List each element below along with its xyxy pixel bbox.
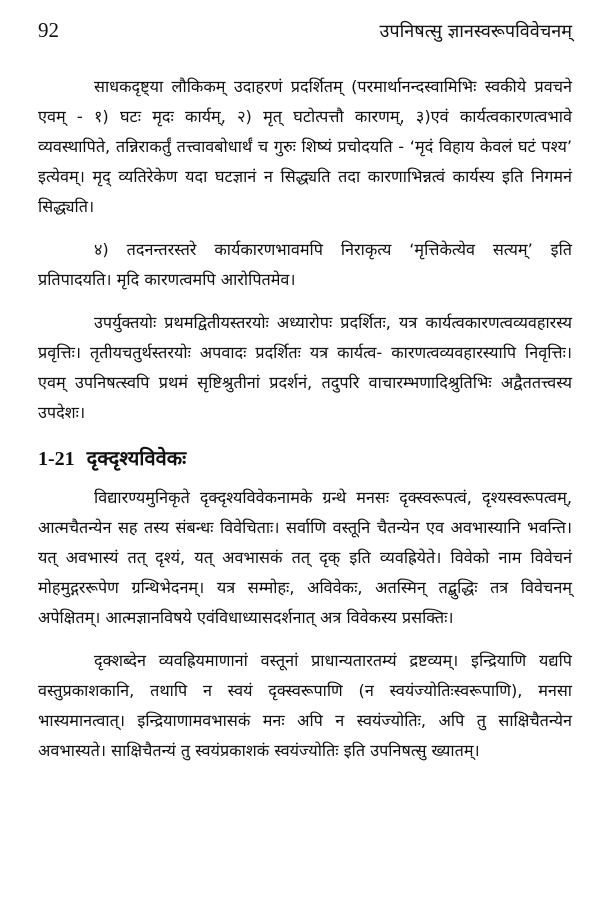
paragraph-adhyaropa-apavada: उपर्युक्तयोः प्रथमद्वितीयस्तरयोः अध्यारोपः प्रदर्शितः, यत्र कार्यत्वकारणत्वव्यवहारस्य प्रवृत्तिः। तृतीयचतुर्थस्तरयोः अपवादः प्रदर्शितः यत्र कार्यत्व- कारणत्वव्यवहारस्यापि निवृत्तिः। एवम् उपनिषत्स्वपि प्रथमं सृष्टिश्रुतीनां प्रदर्शनं, तदुपरि वाचारम्भणादिश्रुतिभिः अद्वैततत्त्वस्य उपदेशः। [38, 313, 572, 422]
running-title: उपनिषत्सु ज्ञानस्वरूपविवेचनम् [379, 21, 572, 42]
paragraph-clay-pot-example: साधकदृष्ट्या लौकिकम् उदाहरणं प्रदर्शितम् (परमार्थानन्दस्वामिभिः स्वकीये प्रवचने एवम् - १) घटः मृदः कार्यम्, २) मृत् घटोत्पत्तौ कारणम्, ३)एवं कार्यत्वकारणत्वभावे व्यवस्थापिते, तन्निराकर्तुं तत्त्वावबोधार्थं च गुरुः शिष्यं प्रचोदयति - ‘मृदं विहाय केवलं घटं पश्य’ इत्येवम्। मृद् व्यतिरेकेण यदा घटज्ञानं न सिद्ध्यति तदा कारणाभिन्नत्वं कार्यस्य इति निगमनं सिद्ध्यति। [38, 77, 572, 216]
section-heading [38, 442, 572, 475]
paragraph-fourth-stage: ४) तदनन्तरस्तरे कार्यकारणभावमपि निराकृत्य ‘मृत्तिकेत्येव सत्यम्’ इति प्रतिपादयति। मृदि कारणत्वमपि आरोपितमेव। [38, 240, 572, 289]
paragraph-drg-drshya-intro: विद्यारण्यमुनिकृते दृक्दृश्यविवेकनामके ग्रन्थे मनसः दृक्स्वरूपत्वं, दृश्यस्वरूपत्वम्, आत्मचैतन्येन सह तस्य संबन्धः विवेचिताः। सर्वाणि वस्तूनि चैतन्येन एव अवभास्यानि भवन्ति। यत् अवभास्यं तत् दृश्यं, यत् अवभासकं तत् दृक् इति व्यवह्रियेते। विवेको नाम विवेचनं मोहमुद्गररूपेण ग्रन्थिभेदनम्। यत्र सम्मोहः, अविवेकः, अतस्मिन् तद्बुद्धिः तत्र विवेचनम् अपेक्षितम्। आत्मज्ञानविषये एवंविधाध्यासदर्शनात् अत्र विवेकस्य प्रसक्तिः। [38, 488, 572, 627]
paragraph-drg-hierarchy: दृक्शब्देन व्यवह्रियमाणानां वस्तूनां प्राधान्यतारतम्यं द्रष्टव्यम्। इन्द्रियाणि यद्यपि वस्तुप्रकाशकानि, तथापि न स्वयं दृक्स्वरूपाणि (न स्वयंज्योतिःस्वरूपाणि), मनसा भास्यमानत्वात्। इन्द्रियाणामवभासकं मनः अपि न स्वयंज्योतिः, अपि तु साक्षिचैतन्येन अवभास्यते। साक्षिचैतन्यं तु स्वयंप्रकाशकं स्वयंज्योतिः इति उपनिषत्सु ख्यातम्। [38, 651, 572, 760]
page-header [38, 18, 572, 52]
section-title: दृक्दृश्यविवेकः [86, 446, 187, 470]
page-number: 92 [38, 18, 59, 42]
section-number: 1-21 [38, 448, 75, 470]
page-body [38, 72, 572, 766]
